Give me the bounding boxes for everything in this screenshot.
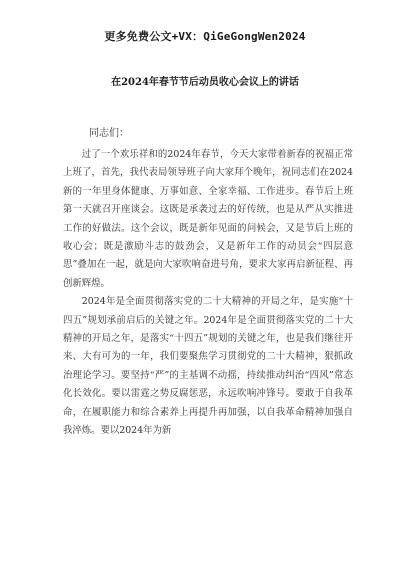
paragraph: 2024年是全面贯彻落实党的二十大精神的开局之年，是实施“十四五”规划承前启后的关键之年。2024年是全面贯彻落实党的二十大精神的开局之年，是落实“十四五”规划的关键之年，也是我们继往开来、大有可为的一年，我们要聚焦学习贯彻党的二十大精神，狠抓政治理论学习。要坚持“严”的主基调不动摇，持续推动纠治“四风”常态化长效化。要以雷霆之势反腐惩恶，永远吹响冲锋号。要敢于自我革命，在履职能力和综合素养上再提升再加强，以自我革命精神加强自我淬炼。要以2024年为新 (63, 296, 353, 437)
document-header: 更多免费公文+VX：QiGeGongWen2024 (104, 30, 306, 43)
body-text (63, 146, 353, 441)
salutation: 同志们： (89, 128, 129, 139)
paragraph: 过了一个欢乐祥和的2024年春节，今天大家带着新春的祝福正常上班了，首先，我代表局领导班子向大家拜个晚年，祝同志们在2024新的一年里身体健康、万事如意、全家幸福、工作进步。春节后上班第一天就召开座谈会。这既是承袭过去的好传统，也是从严从实推进工作的好做法。这个会议，既是新年见面的问候会，又是节后上班的收心会；既是激励斗志的鼓劲会，又是新年工作的动员会“四层意思”叠加在一起，就是向大家吹响奋进号角，要求大家再启新征程、再创新辉煌。 (63, 149, 353, 289)
document-title: 在2024年春节节后动员收心会议上的讲话 (111, 77, 299, 88)
